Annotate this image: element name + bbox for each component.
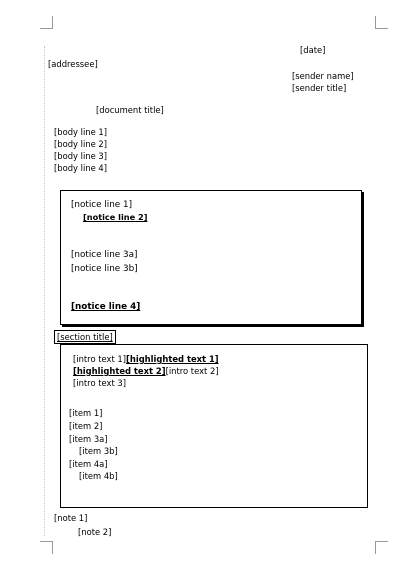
intro-line1-pre: [intro text 1] xyxy=(73,354,127,364)
sender-school: [sender name] xyxy=(292,71,354,81)
stay-home-note-line1: [notice line 3a] xyxy=(71,250,138,260)
crop-mark-top-right xyxy=(375,16,388,29)
graduation-section-title: [section title] xyxy=(54,330,116,344)
spring-break-note: [notice line 2] xyxy=(83,212,148,222)
sender-principal: [sender title] xyxy=(292,83,347,93)
crop-mark-top-left xyxy=(40,16,53,29)
footnote-line2: [note 2] xyxy=(78,527,112,537)
intro-line2-bold: [highlighted text 2] xyxy=(73,366,166,376)
list-item-continued: [item 4b] xyxy=(79,471,118,481)
body-line: [body line 2] xyxy=(54,139,108,149)
addressee: [addressee] xyxy=(48,59,98,69)
body-line: [body line 4] xyxy=(54,163,108,173)
intro-line1-bold: [highlighted text 1] xyxy=(126,354,219,364)
interview-cancel-note: [notice line 4] xyxy=(71,302,141,312)
document-title: [document title] xyxy=(96,105,164,115)
body-line: [body line 3] xyxy=(54,151,108,161)
intro-line1 xyxy=(73,353,219,365)
list-item: [item 4a] xyxy=(69,459,108,469)
list-item-continued: [item 3b] xyxy=(79,446,118,456)
intro-line3: [intro text 3] xyxy=(73,378,127,388)
footnote-line1: [note 1] xyxy=(54,513,88,523)
crop-mark-bottom-right xyxy=(375,541,388,554)
intro-line2-post: [intro text 2] xyxy=(165,366,219,376)
body-line: [body line 1] xyxy=(54,127,108,137)
list-item: [item 3a] xyxy=(69,434,108,444)
closure-notice-box xyxy=(60,190,362,325)
left-guide-line xyxy=(44,46,46,536)
crop-mark-bottom-left xyxy=(40,541,53,554)
list-item: [item 2] xyxy=(69,421,103,431)
stay-home-note-line2: [notice line 3b] xyxy=(71,264,138,274)
document-date: [date] xyxy=(300,45,326,55)
intro-line2 xyxy=(73,365,219,377)
closure-period: [notice line 1] xyxy=(71,200,133,210)
list-item: [item 1] xyxy=(69,408,103,418)
graduation-info-box xyxy=(60,344,368,508)
